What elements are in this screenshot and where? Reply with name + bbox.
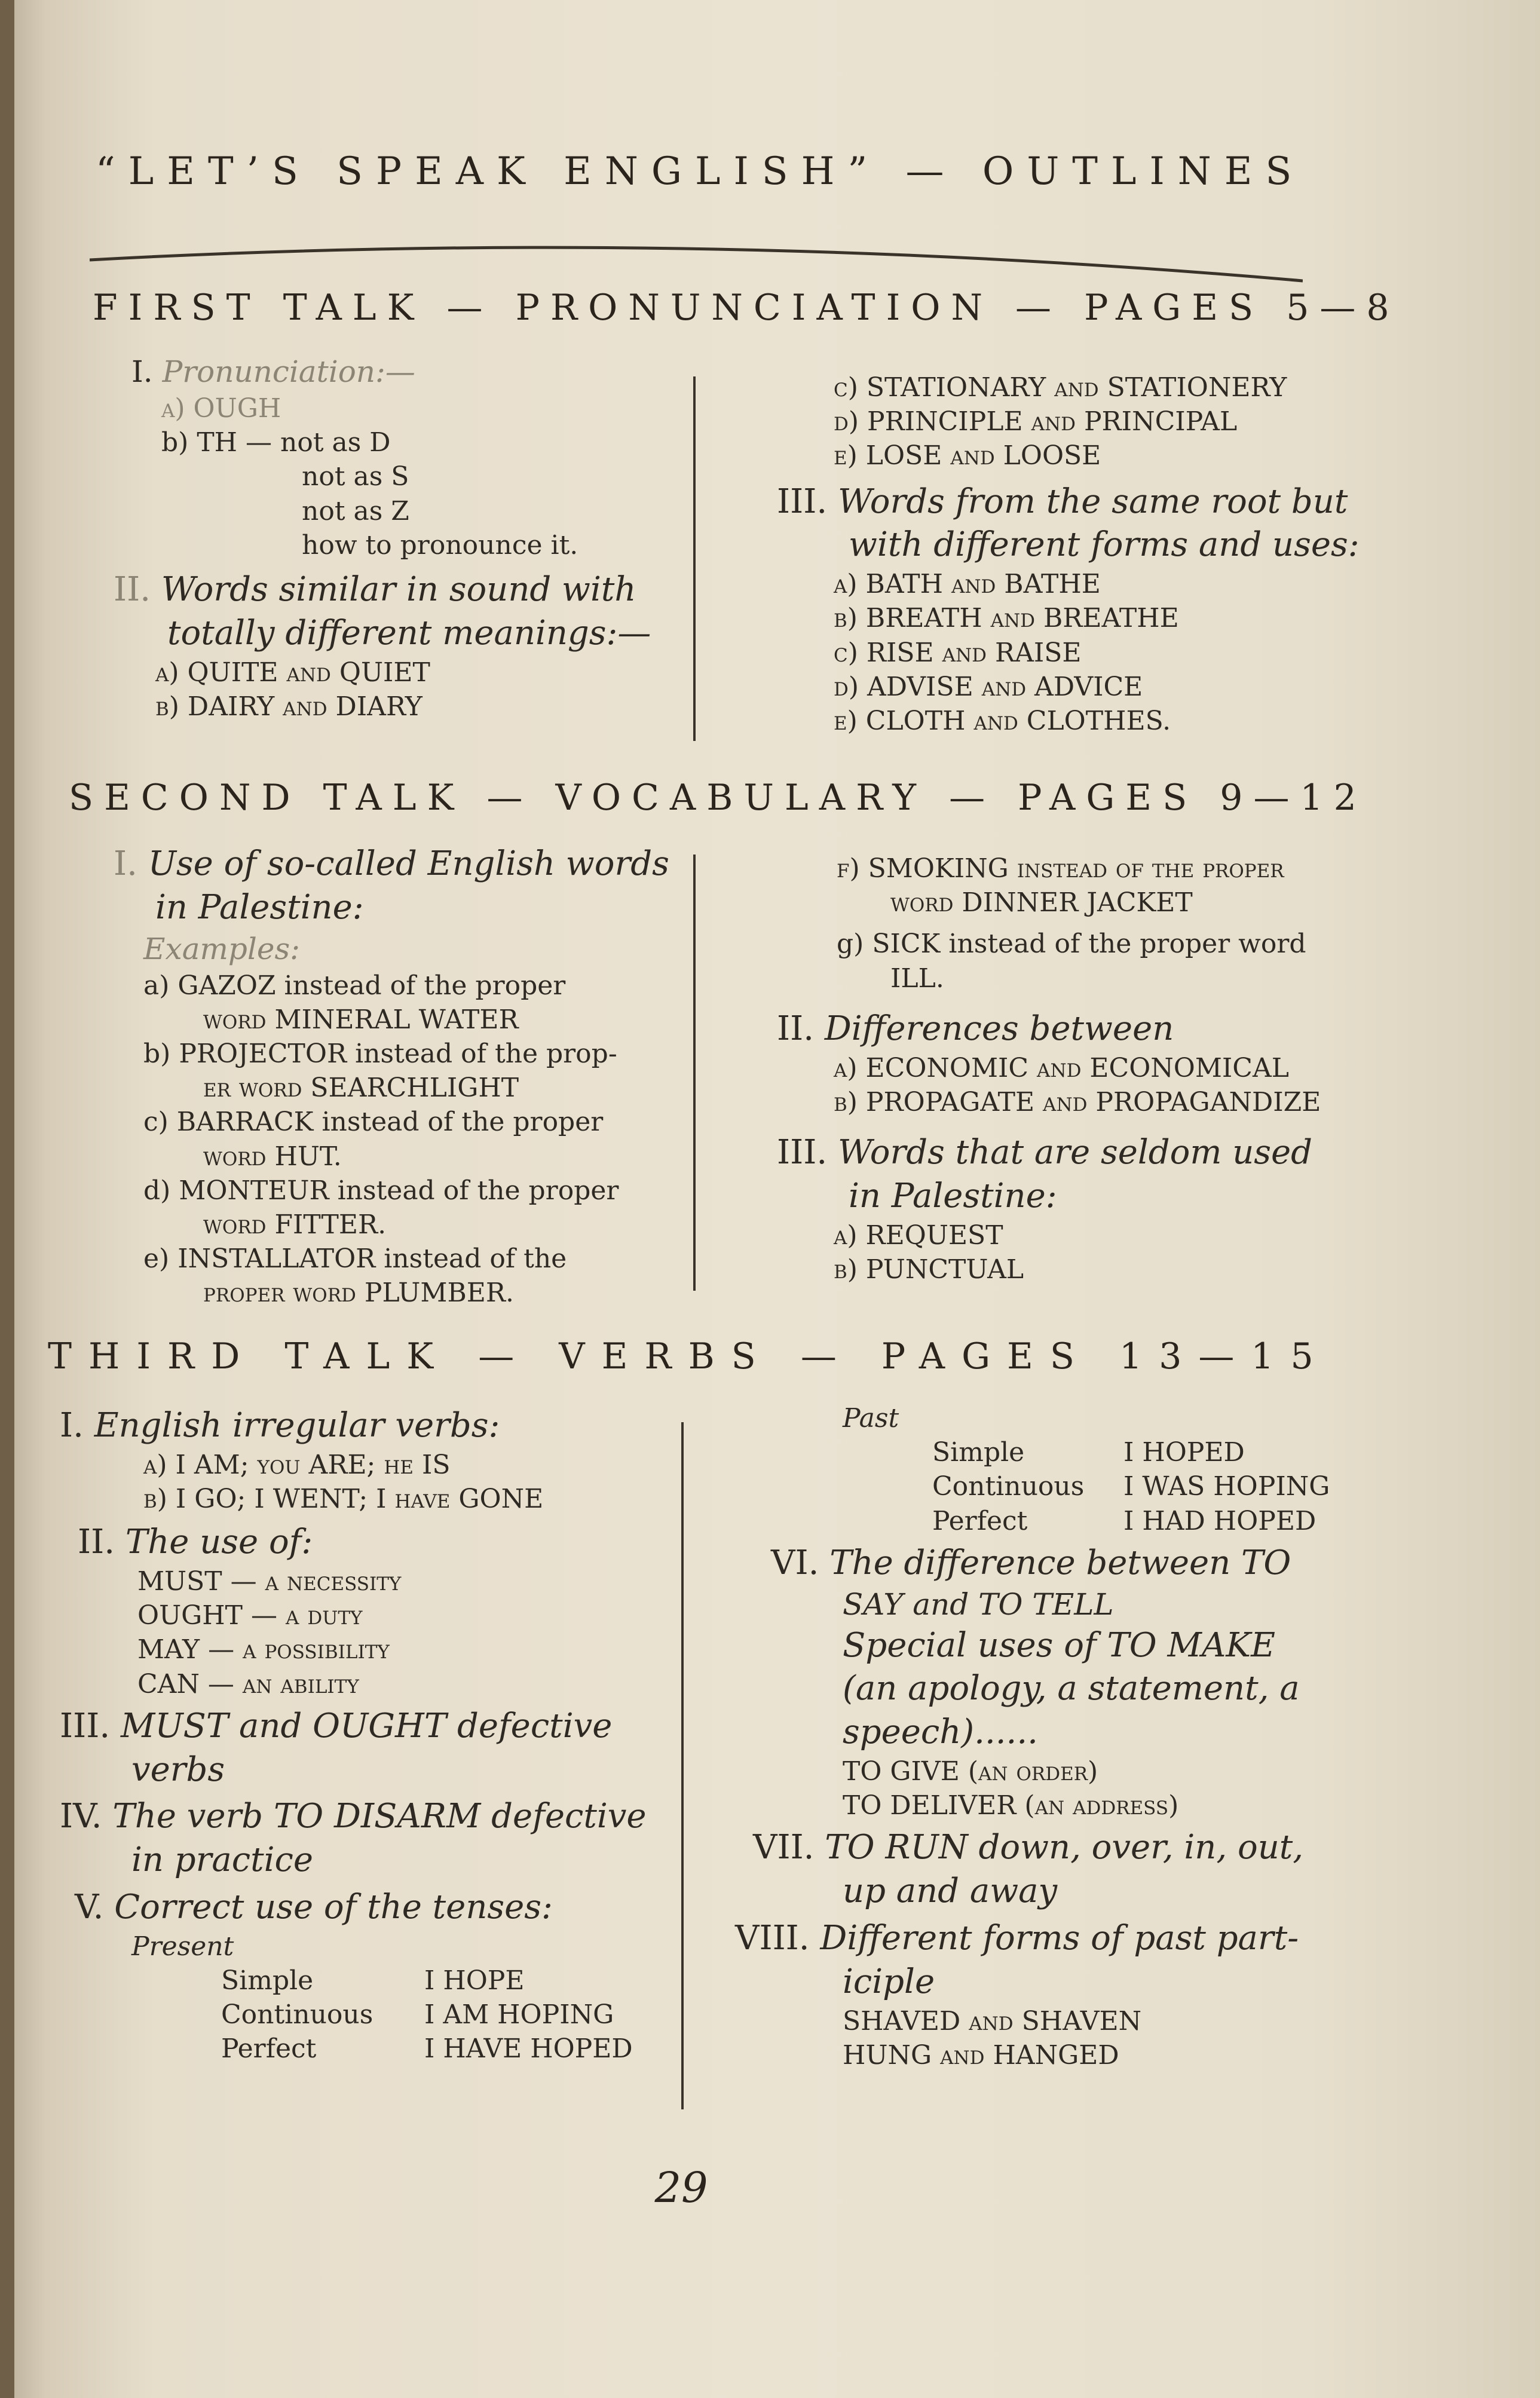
second-talk-left-column: [114, 843, 669, 1310]
tense-example: I HOPED: [1123, 1437, 1245, 1468]
list-item: a) I AM; you ARE; he IS: [143, 1449, 451, 1480]
tense-example: I HOPE: [424, 1965, 525, 1996]
section-numeral: II.: [114, 569, 151, 609]
list-item: proper word PLUMBER.: [203, 1278, 515, 1309]
list-item: MAY — a possibility: [137, 1634, 390, 1665]
section-numeral: IV.: [60, 1797, 102, 1836]
item-heading: Use of so-called English words: [148, 844, 669, 883]
tense-example: I HAD HOPED: [1123, 1505, 1316, 1536]
item-heading: Words similar in sound with: [161, 569, 636, 609]
list-item: d) MONTEUR instead of the proper: [143, 1175, 619, 1206]
item-heading: in practice: [131, 1840, 314, 1880]
section-numeral: V.: [75, 1887, 104, 1927]
tense-label: Present: [131, 1931, 234, 1962]
list-item: b) BREATH and BREATHE: [834, 603, 1179, 634]
section-numeral: III.: [777, 1132, 828, 1172]
list-item: c) STATIONARY and STATIONERY: [834, 372, 1287, 403]
list-item: SHAVED and SHAVEN: [843, 2005, 1142, 2036]
item-heading: verbs: [131, 1750, 225, 1789]
list-item: e) LOSE and LOOSE: [834, 440, 1101, 471]
item-heading: Words that are seldom used: [837, 1132, 1313, 1172]
list-item: MUST — a necessity: [137, 1566, 402, 1597]
list-item: CAN — an ability: [137, 1668, 359, 1699]
section-numeral: I.: [131, 354, 153, 389]
tense-form: Continuous: [221, 1999, 373, 2031]
list-item: a) GAZOZ instead of the proper: [143, 970, 566, 1001]
first-talk-heading: FIRST TALK — PRONUNCIATION — PAGES 5—8: [93, 287, 1400, 329]
column-divider: [693, 855, 696, 1291]
list-item: a) REQUEST: [834, 1220, 1003, 1251]
tense-example: I HAVE HOPED: [424, 2033, 633, 2065]
page-title: “LET’S SPEAK ENGLISH” — OUTLINES: [96, 149, 1305, 194]
section-numeral: VI.: [771, 1543, 819, 1582]
list-item: a) ECONOMIC and ECONOMICAL: [834, 1052, 1289, 1083]
list-item: a) BATH and BATHE: [834, 569, 1101, 600]
section-numeral: I.: [114, 844, 137, 883]
item-heading: with different forms and uses:: [849, 525, 1360, 565]
tense-form: Perfect: [221, 2033, 317, 2065]
list-item: d) PRINCIPLE and PRINCIPAL: [834, 406, 1238, 437]
item-heading: Correct use of the tenses:: [114, 1887, 553, 1927]
tense-form: Perfect: [932, 1505, 1028, 1536]
list-item: b) I GO; I WENT; I have GONE: [143, 1483, 544, 1514]
title-underline-rule: [90, 233, 1303, 287]
list-item: b) PROJECTOR instead of the prop-: [143, 1038, 617, 1069]
list-item: e) CLOTH and CLOTHES.: [834, 705, 1171, 736]
third-talk-heading: THIRD TALK — VERBS — PAGES 13—15: [48, 1336, 1330, 1377]
list-item: not as S: [302, 461, 409, 492]
list-item: b) TH — not as D: [161, 427, 391, 458]
second-talk-right-column: [777, 852, 1321, 1287]
list-item: b) PROPAGATE and PROPAGANDIZE: [834, 1086, 1321, 1117]
tense-form: Continuous: [932, 1471, 1085, 1502]
item-heading: Pronunciation:—: [162, 354, 415, 389]
item-heading: IV. The verb TO DISARM defective: [60, 1797, 647, 1836]
list-item: f) SMOKING instead of the proper: [837, 853, 1284, 884]
third-talk-left-column: [60, 1404, 647, 2066]
list-item: g) SICK instead of the proper word: [837, 929, 1306, 960]
item-heading: in Palestine:: [849, 1176, 1057, 1215]
list-item: OUGHT — a duty: [137, 1600, 363, 1631]
item-heading: totally different meanings:—: [167, 613, 651, 653]
item-heading: Special uses of TO MAKE: [843, 1625, 1276, 1665]
examples-label: Examples:: [143, 931, 301, 966]
item-heading: VII. TO RUN down, over, in, out,: [753, 1828, 1304, 1867]
item-heading: SAY and TO TELL: [843, 1587, 1114, 1622]
item-heading: VIII. Different forms of past part-: [735, 1918, 1299, 1958]
list-item: c) RISE and RAISE: [834, 637, 1082, 668]
item-heading: iciple: [843, 1962, 935, 2001]
item-heading: (an apology, a statement, a: [843, 1669, 1300, 1708]
list-item: word DINNER JACKET: [890, 887, 1193, 918]
second-talk-heading: SECOND TALK — VOCABULARY — PAGES 9—12: [69, 777, 1367, 819]
list-item: TO GIVE (an order): [843, 1756, 1098, 1787]
first-talk-right-column: [777, 370, 1360, 738]
item-heading: English irregular verbs:: [94, 1406, 500, 1445]
tense-example: I AM HOPING: [424, 1999, 614, 2031]
list-item: d) ADVISE and ADVICE: [834, 671, 1143, 702]
third-talk-right-column: [735, 1401, 1330, 2072]
item-heading: VI. The difference between TO: [771, 1543, 1291, 1582]
section-numeral: VIII.: [735, 1918, 810, 1958]
list-item: e) INSTALLATOR instead of the: [143, 1244, 567, 1275]
book-binding-edge: [0, 0, 14, 2398]
section-numeral: I.: [60, 1406, 84, 1445]
list-item: er word SEARCHLIGHT: [203, 1073, 519, 1104]
item-heading: in Palestine:: [155, 887, 364, 927]
section-numeral: VII.: [753, 1828, 815, 1867]
tense-form: Simple: [221, 1965, 314, 1996]
tense-label: Past: [843, 1403, 899, 1434]
list-item: not as Z: [302, 495, 409, 526]
list-item: c) BARRACK instead of the proper: [143, 1107, 604, 1138]
list-item: TO DELIVER (an address): [843, 1790, 1179, 1821]
item-heading: Differences between: [824, 1009, 1174, 1048]
tense-form: Simple: [932, 1437, 1025, 1468]
item-heading: Words from the same root but: [837, 482, 1348, 521]
column-divider: [693, 376, 696, 741]
list-item: word MINERAL WATER: [203, 1004, 519, 1035]
first-talk-left-column: [114, 353, 651, 724]
section-numeral: III.: [60, 1706, 111, 1745]
section-numeral: II.: [777, 1009, 815, 1048]
list-item: a) OUGH: [161, 393, 281, 424]
list-item: how to pronounce it.: [302, 529, 578, 561]
list-item: b) PUNCTUAL: [834, 1254, 1024, 1285]
item-heading: up and away: [843, 1872, 1058, 1911]
section-numeral: II.: [78, 1523, 115, 1562]
section-numeral: III.: [777, 482, 828, 521]
column-divider: [681, 1422, 684, 2109]
page-number: 29: [654, 2163, 708, 2212]
list-item: HUNG and HANGED: [843, 2039, 1119, 2071]
list-item: a) QUITE and QUIET: [155, 657, 430, 688]
tense-example: I WAS HOPING: [1123, 1471, 1330, 1502]
list-item: word FITTER.: [203, 1209, 387, 1240]
list-item: ILL.: [890, 963, 944, 994]
item-heading: The use of:: [125, 1523, 313, 1562]
list-item: word HUT.: [203, 1141, 342, 1172]
item-heading: speech)......: [843, 1713, 1038, 1752]
item-heading: III. MUST and OUGHT defective: [60, 1706, 613, 1745]
list-item: b) DAIRY and DIARY: [155, 691, 422, 722]
